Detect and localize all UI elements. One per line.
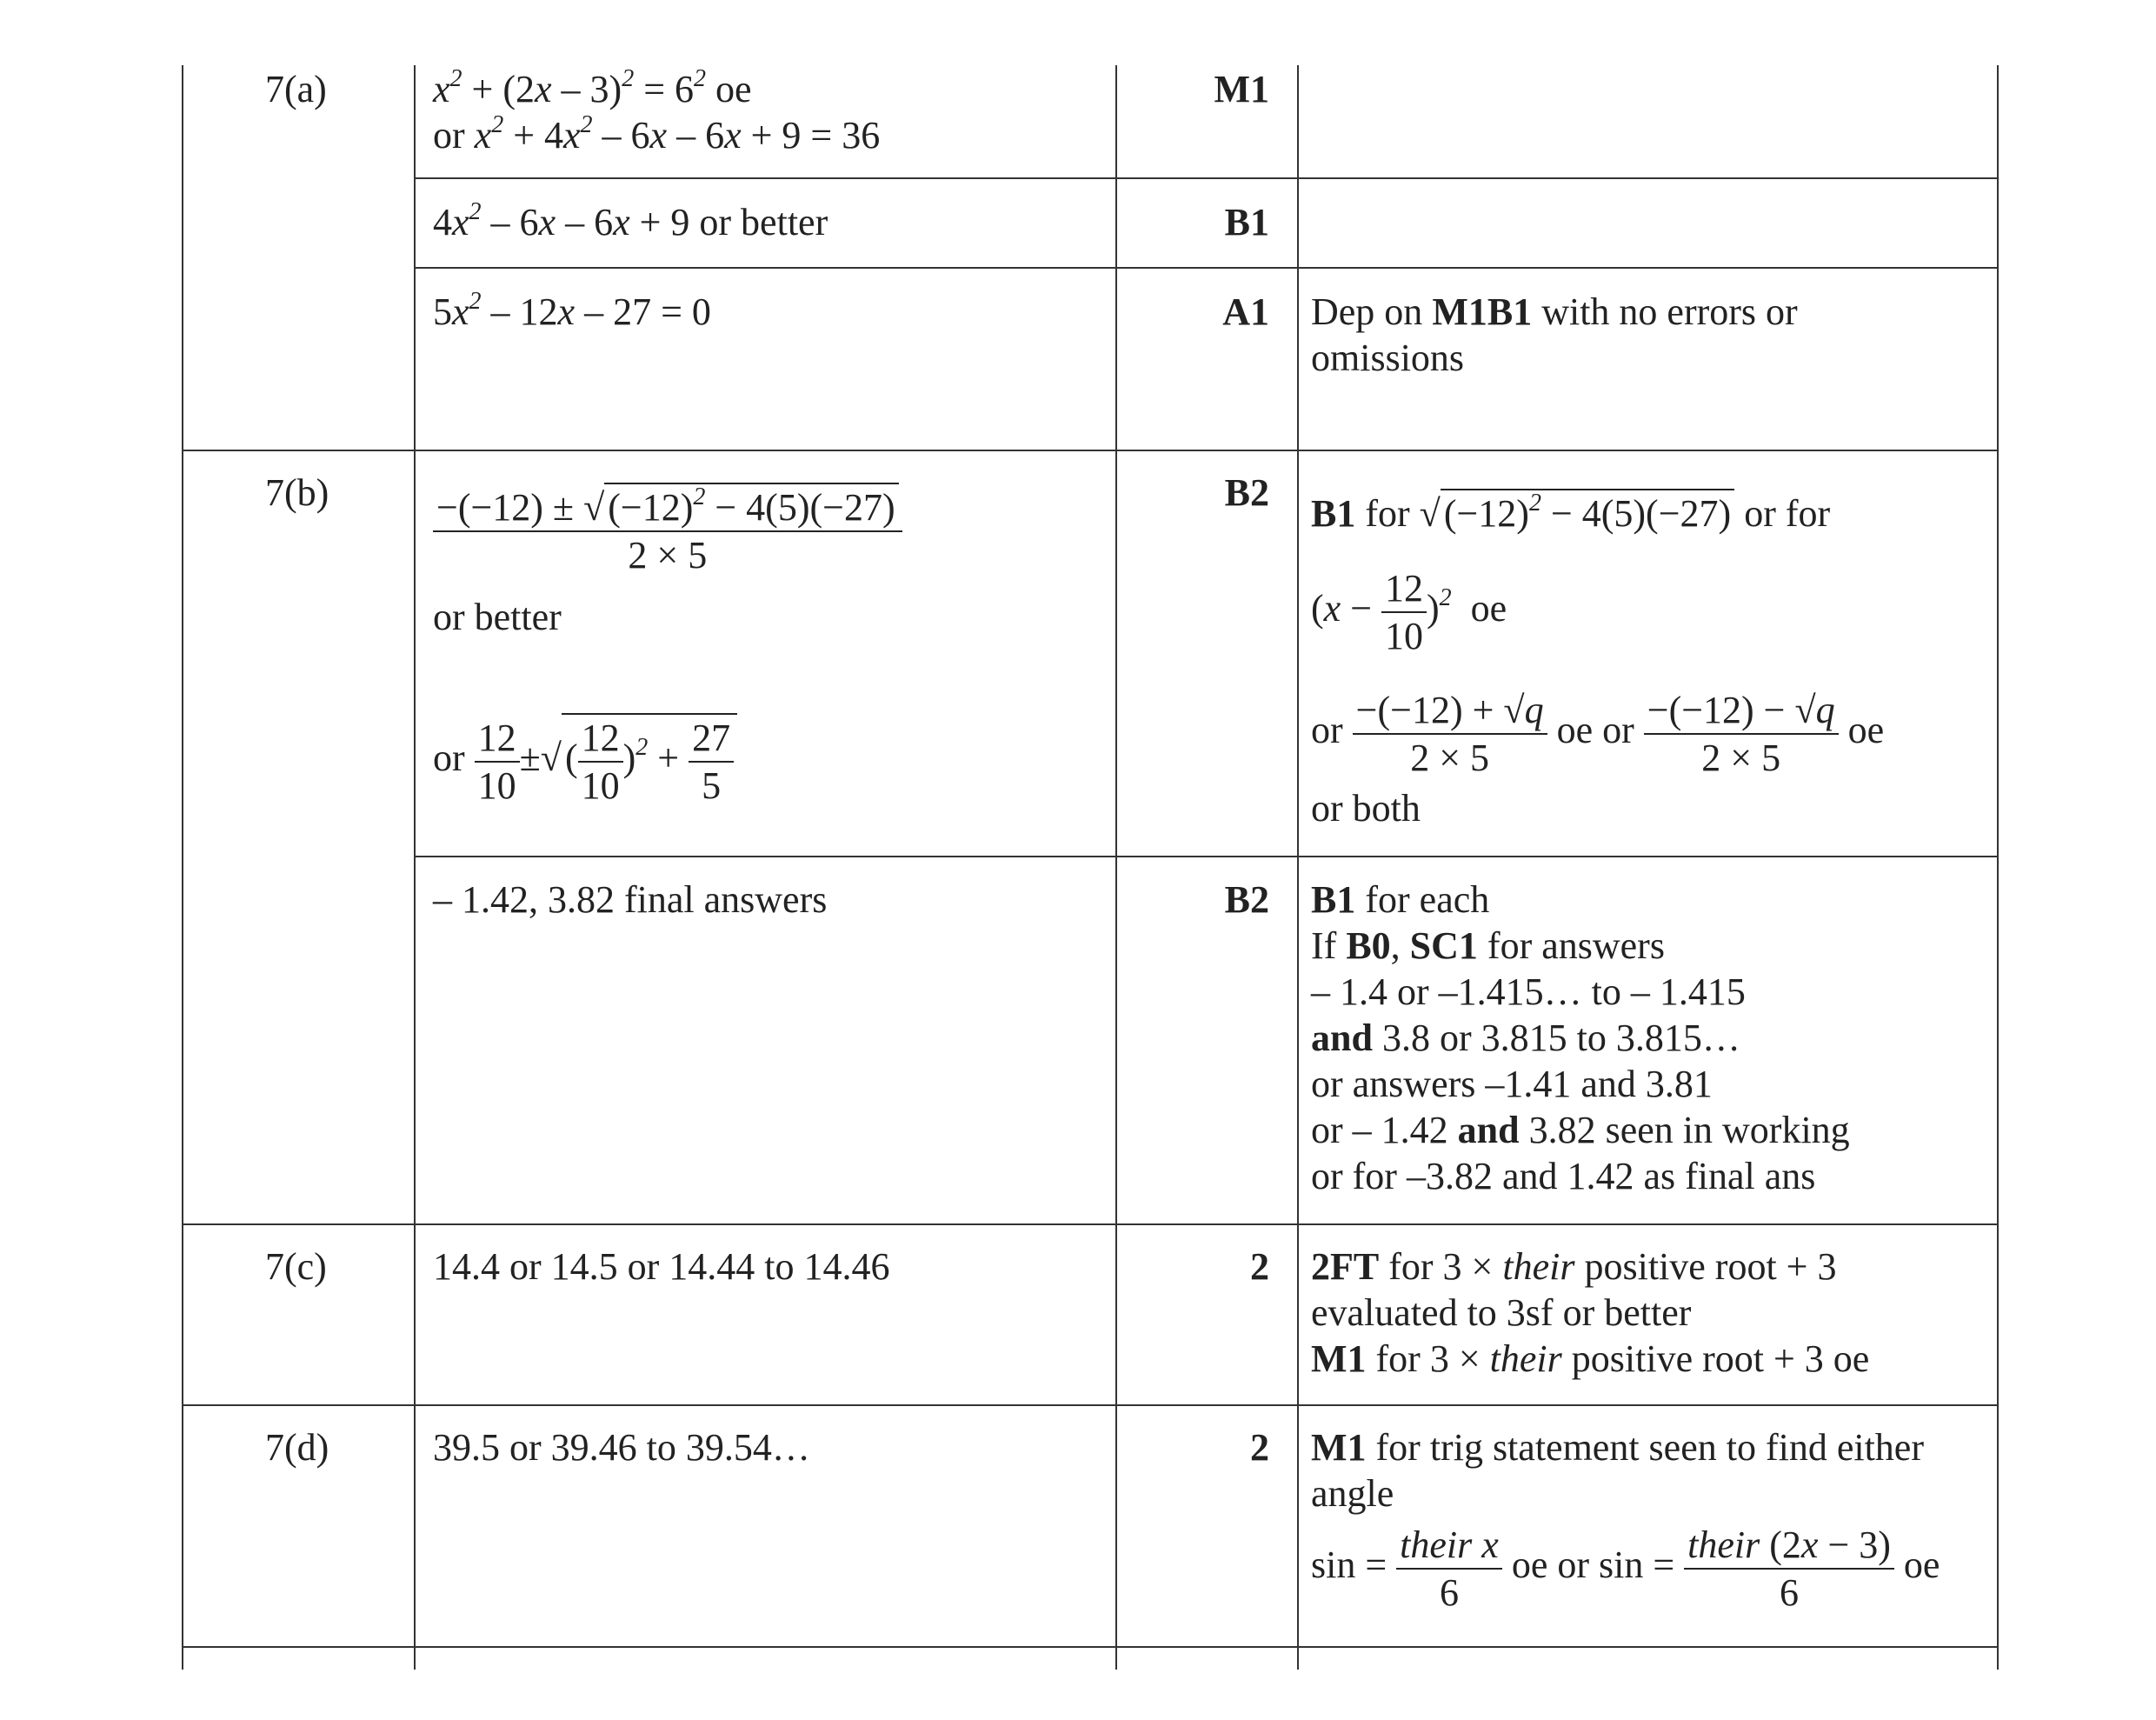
answer-text: $4x^2 - 6x - 6x + 9$ or better — [433, 198, 828, 243]
guidance-line: angle — [1311, 1472, 1394, 1515]
answer-text: $5x^2 - 12x - 27 = 0$ — [433, 288, 711, 333]
fraction: $\frac{27}{5}$ — [689, 715, 734, 809]
mark: M1 — [1214, 68, 1269, 110]
mark: 2 — [1250, 1245, 1269, 1288]
guidance-line: or – 1.42 and 3.82 seen in working — [1311, 1109, 1850, 1151]
guidance-line: or for –3.82 and 1.42 as final ans — [1311, 1155, 1816, 1197]
alternative-formula: or $\frac{12}{10}$ ±√( $\frac{12}{10}$ )$^2$ + $\frac{27}{5}$ — [433, 713, 737, 809]
guidance-line: If B0, SC1 for answers — [1311, 924, 1665, 967]
guidance-list — [1311, 1243, 1869, 1382]
grid-line — [182, 65, 183, 1670]
fraction: $\frac{-(-12) + √q}{2 \times 5}$ — [1353, 687, 1547, 781]
question-number: 7(b) — [265, 471, 329, 514]
grid-line — [182, 1223, 1999, 1225]
mark: B1 — [1224, 201, 1269, 243]
fraction: $\frac{12}{10}$ — [475, 715, 520, 809]
grid-line — [182, 1646, 1999, 1648]
grid-line — [1997, 65, 1999, 1670]
fraction: $\frac{12}{10}$ — [1381, 565, 1427, 659]
mark: A1 — [1222, 290, 1269, 333]
guidance-formula: B1 for $√(-12)^2 - 4(5)(-27)$ or for — [1311, 490, 1831, 535]
answer-text: – 1.42, 3.82 final answers — [433, 878, 828, 921]
guidance-line: M1 for 3 × their positive root + 3 oe — [1311, 1337, 1870, 1380]
answer-text: 14.4 or 14.5 or 14.44 to 14.46 — [433, 1245, 890, 1288]
answer-text: or $x^2 + 4x^2 - 6x - 6x + 9 = 36$ — [433, 111, 881, 157]
grid-line — [414, 267, 1999, 269]
guidance-list — [1311, 1424, 1924, 1517]
guidance-text: Dep on M1B1 with no errors or omissions — [1311, 290, 1798, 379]
question-number: 7(c) — [265, 1245, 327, 1288]
fraction: $\frac{\text{their x}}{6}$ — [1396, 1522, 1502, 1616]
grid-line — [414, 177, 1999, 179]
guidance-line: or answers –1.41 and 3.81 — [1311, 1063, 1713, 1105]
guidance-line: M1 for trig statement seen to find either — [1311, 1426, 1924, 1469]
guidance-line: 2FT for 3 × their positive root + 3 — [1311, 1245, 1837, 1288]
mark: B2 — [1224, 471, 1269, 514]
quadratic-formula — [433, 483, 902, 578]
answer-text: 39.5 or 39.46 to 39.54… — [433, 1426, 810, 1469]
guidance-text: or both — [1311, 787, 1421, 830]
guidance-line: – 1.4 or –1.415… to – 1.415 — [1311, 970, 1746, 1013]
guidance-line: evaluated to 3sf or better — [1311, 1291, 1692, 1334]
question-number: 7(d) — [265, 1426, 329, 1469]
fraction: $\frac{-(-12) - √q}{2 \times 5}$ — [1644, 687, 1839, 781]
guidance-list — [1311, 877, 1850, 1199]
grid-line — [414, 65, 416, 1670]
guidance-line: and 3.8 or 3.815 to 3.815… — [1311, 1017, 1740, 1059]
guidance-formula: or $\frac{-(-12) + √q}{2 \times 5}$ oe or $\frac{-(-12) - √q}{2 \times 5}$ oe — [1311, 689, 1885, 779]
fraction: $\frac{12}{10}$ — [578, 715, 623, 809]
grid-line — [1115, 65, 1117, 1670]
answer-text: $x^2 + (2x - 3)^2 = 6^2$ oe — [433, 65, 752, 110]
guidance-formula: (x − $\frac{12}{10}$ )$^2$ oe — [1311, 567, 1507, 657]
grid-line — [414, 856, 1999, 857]
answer-text: or better — [433, 596, 562, 638]
mark: 2 — [1250, 1426, 1269, 1469]
fraction: $\frac{-(-12) \pm √(-12)^2 - 4(5)(-27)}{2 \times 5}$ — [433, 483, 902, 578]
grid-line — [1297, 65, 1299, 1670]
guidance-formula: sin = $\frac{\text{their x}}{6}$ oe or sin = $\frac{\text{their (2x − 3)}}{6}$ oe — [1311, 1523, 1940, 1614]
question-number: 7(a) — [265, 68, 327, 110]
grid-line — [182, 1404, 1999, 1406]
mark: B2 — [1224, 878, 1269, 921]
grid-line — [182, 450, 1999, 451]
fraction: $\frac{\text{their (2x − 3)}}{6}$ — [1684, 1522, 1894, 1616]
guidance-line: B1 for each — [1311, 878, 1490, 921]
